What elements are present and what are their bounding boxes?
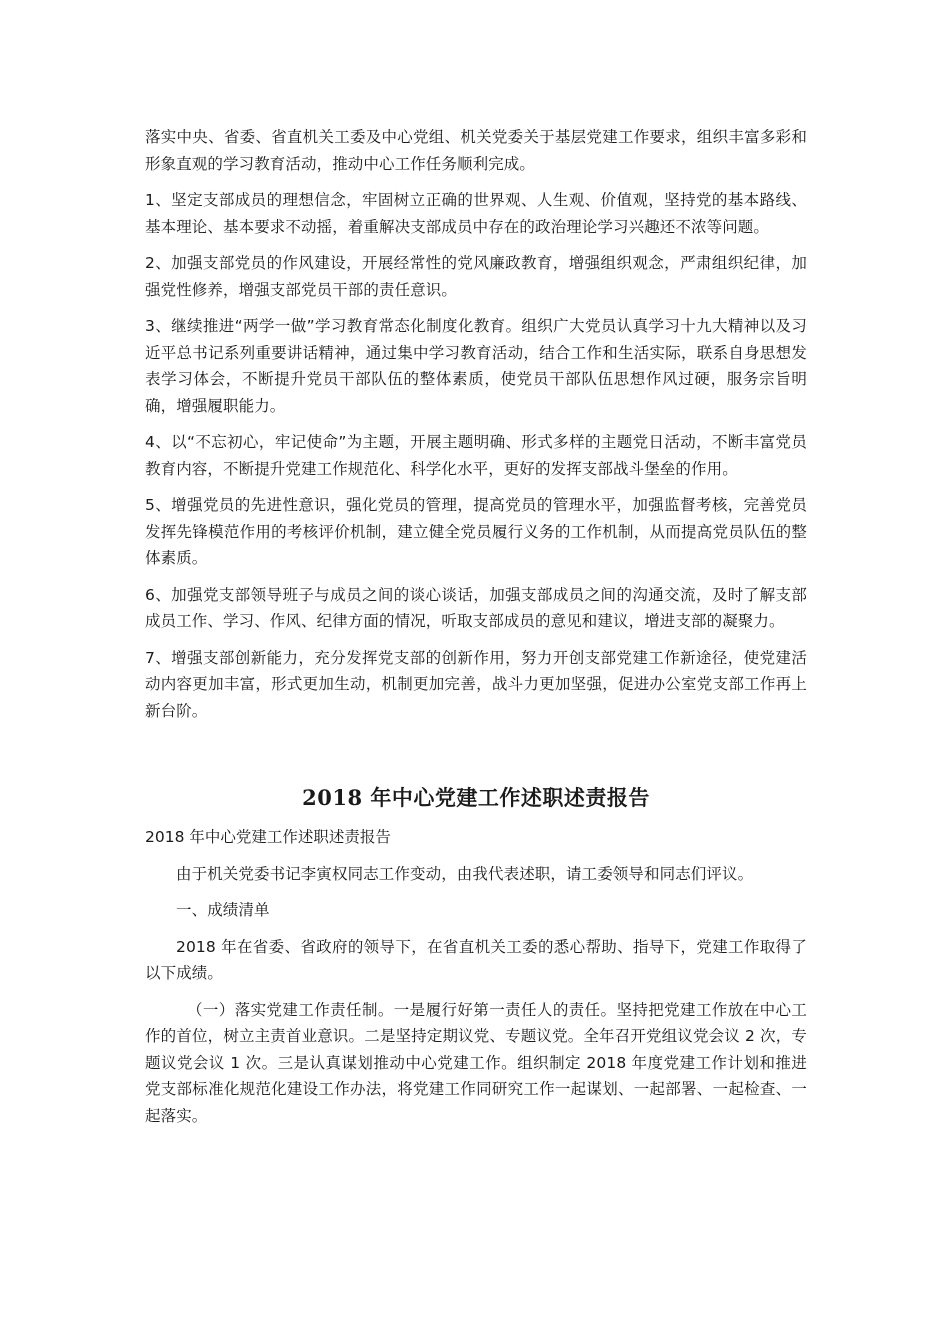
report-title: 2018 年中心党建工作述职述责报告 (302, 785, 650, 810)
report-intro: 由于机关党委书记李寅权同志工作变动，由我代表述职，请工委领导和同志们评议。 (176, 864, 754, 883)
report-subtitle: 2018 年中心党建工作述职述责报告 (145, 828, 391, 846)
paragraph-item-2: 2、加强支部党员的作风建设，开展经常性的党风廉政教育，增强组织观念，严肃组织纪律，加强党性修养，增强支部党员干部的责任意识。 (145, 254, 807, 299)
paragraph-item-6: 6、加强党支部领导班子与成员之间的谈心谈话，加强支部成员之间的沟通交流，及时了解支部成员工作、学习、作风、纪律方面的情况，听取支部成员的意见和建议，增进支部的凝聚力。 (145, 585, 807, 630)
document-page (145, 124, 807, 1139)
paragraph-item-1: 1、坚定支部成员的理想信念，牢固树立正确的世界观、人生观、价值观，坚持党的基本路线、基本理论、基本要求不动摇，着重解决支部成员中存在的政治理论学习兴趣还不浓等问题。 (145, 191, 807, 236)
paragraph-item-3: 3、继续推进“两学一做”学习教育常态化制度化教育。组织广大党员认真学习十九大精神以及习近平总书记系列重要讲话精神，通过集中学习教育活动，结合工作和生活实际，联系自身思想发表学习体会，不断提升党员干部队伍的整体素质，使党员干部队伍思想作风过硬，服务宗旨明确，增强履职能力。 (145, 317, 807, 415)
paragraph-item-4: 4、以“不忘初心，牢记使命”为主题，开展主题明确、形式多样的主题党日活动，不断丰富党员教育内容，不断提升党建工作规范化、科学化水平，更好的发挥支部战斗堡垒的作用。 (145, 433, 807, 478)
paragraph-item-5: 5、增强党员的先进性意识，强化党员的管理，提高党员的管理水平，加强监督考核，完善党员发挥先锋模范作用的考核评价机制，建立健全党员履行义务的工作机制，从而提高党员队伍的整体素质。 (145, 496, 807, 567)
section-heading-achievements: 一、成绩清单 (176, 901, 270, 919)
paragraph-intro: 落实中央、省委、省直机关工委及中心党组、机关党委关于基层党建工作要求，组织丰富多彩和形象直观的学习教育活动，推动中心工作任务顺利完成。 (145, 128, 807, 173)
paragraph-item-7: 7、增强支部创新能力，充分发挥党支部的创新作用，努力开创支部党建工作新途径，使党建活动内容更加丰富，形式更加生动，机制更加完善，战斗力更加坚强，促进办公室党支部工作再上新台阶。 (145, 648, 807, 720)
report-item-1: （一）落实党建工作责任制。一是履行好第一责任人的责任。坚持把党建工作放在中心工作的首位，树立主责首业意识。二是坚持定期议党、专题议党。全年召开党组议党会议 2 次，专题议党会议 1 次。三是认真谋划推动中心党建工作。组织制定 2018 年度党建工作计划和推进党支部标准化规范化建设工作办法，将党建工作同研究工作一起谋划、一起部署、一起检查、一起落实。 (145, 1000, 807, 1125)
report-summary: 2018 年在省委、省政府的领导下，在省直机关工委的悉心帮助、指导下，党建工作取得了以下成绩。 (145, 937, 807, 982)
